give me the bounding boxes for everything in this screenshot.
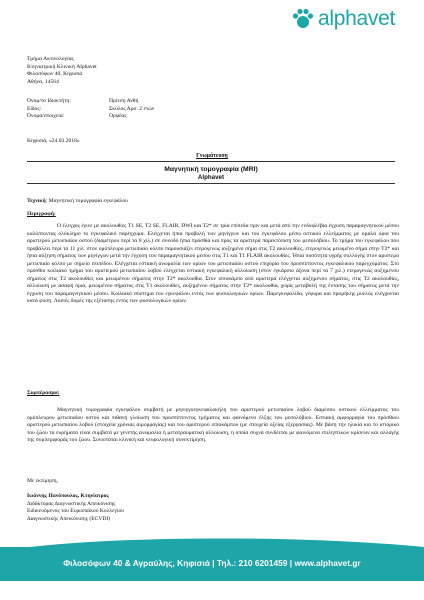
- footer-contact: Φιλοσόφων 40 & Αγραύλης, Κηφισιά | Τηλ.: 210 6201459 | www.alphavet.gr: [63, 558, 361, 568]
- patient-info: [27, 98, 154, 121]
- technique-line: [27, 198, 128, 206]
- report-title-box: [27, 161, 395, 184]
- signature-block: [27, 493, 124, 523]
- clinic-address: [27, 56, 97, 86]
- animal-name-value: Ορφέας: [109, 113, 127, 120]
- clinic-line: Τμήμα Ακτινολογίας: [27, 56, 74, 62]
- report-title: Μαγνητική τομογραφία (MRI): [164, 166, 258, 173]
- species-row: [27, 106, 154, 114]
- technique-value: : Μαγνητική τομογραφία εγκεφάλου: [45, 198, 128, 204]
- conclusion-heading-text: Συμπέρασμα: [27, 390, 58, 396]
- clinic-line: Κτηνιατρική Κλινική Alphavet: [27, 63, 97, 70]
- conclusion-heading: Συμπέρασμα:: [27, 390, 60, 396]
- report-date: Κηφισιά, «24.03.2018»: [27, 138, 80, 144]
- technique-label: Τεχνική: [27, 198, 46, 204]
- clinic-line: Φιλοσόφων 40, Κηφισιά: [27, 71, 83, 78]
- species-label: Είδος:: [27, 105, 42, 112]
- signature-line: Διαγνωστικής Απεικόνισης (ECVDI): [27, 515, 111, 522]
- owner-label: Όνομ/το Ιδιοκτήτη:: [27, 98, 71, 104]
- owner-row: [27, 98, 154, 106]
- description-text: Ο έλεγχος έγινε με ακολουθίες T1 SE, T2 SE, FLAIR, DWI και T2* σε τρία επίπεδα πριν και μετά από την ενδοφλέβια έγχυση παραμαγνητικού μέσου καλύπτοντας ολόκληρο το εγκεφαλικό παρέγχυμα. Ελέγχεται ήπια προβολή των μηνίγγων και του εγκεφάλου μέσω οστικού ελλείμματος με ομαλά όρια του αριστερού μετωπιαίου οστού (διαμέτρου περί τα 8 χιλ.) σε συνοδό ήπια πρόσθια και προς τα αριστερά παρεκτόπιση του μεσολόβιου. Το τμήμα του εγκεφάλου που προβάλλει περί τα 11 χιλ. στον ομόπλευρο μετωπιαίο κόλπο παρουσιάζει ετερογενώς αυξημένο σήμα στις T2 ακολουθίες, ετερογενώς μειωμένο σήμα στην T2* και ήπια αύξηση σήματος των μηνίγγων μετά την έγχυση του παραμαγνητικού μέσου στις T1 και T1 FLAIR ακολουθίες. Ήπια ποσότητα υγρής συλλογής στον αριστερό μετωπιαίο κόλπο με σημείο επιπέδου. Ελέγχεται εστιακή ανωμαλία των ορίων του μετωπιαίου οστού επιχόρια του προσπίπτοντος εγκεφαλικού παρεγχύματος. Στο πρόσθιο κοιλιακό τμήμα του αριστερού μετωπιαίου λοβού ελέγχεται εστιακή εγκεφαλική αλλοίωση (στον εγκάρσιο άξονα περί τα 7 χιλ.) ετερογενώς αυξημένου σήματος στις T2 ακολουθίες και μειωμένου σήματος στην T2* ακολουθία. Στον ιπποκάμπο από αριστερά ελέγχεται αυξημένου σήματος, στις T2 ακολουθίες, αλλοίωση με ασαφή όρια, μειωμένου σήματος στις T1 ακολουθίες, αυξημένου σήματος στην T2* ακολουθία, χωρίς μεταβολή της έντασης του σήματος μετά την έγχυση του παραμαγνητικού μέσου. Κοιλιακό σύστημα του εγκεφάλου εντός των φυσιολογικών ορίων. Παρεγκεφαλίδα, γέφυρα και προμήκης μυελός ελέγχονται κατά φύση. Λοιπές δομές της εξέτασης εντός των φυσιολογικών ορίων.: [27, 223, 399, 305]
- alphavet-logo: [290, 6, 410, 32]
- description-heading: Περιγραφή:: [27, 211, 56, 217]
- logo-text: alphavet: [318, 7, 395, 30]
- signature-name: Ιωάννης Πανόπουλος, Κτηνίατρος: [27, 493, 109, 499]
- species-value: Σκύλος Αρσ. 2 ετών: [109, 105, 155, 112]
- animal-name-label: Όνομα/στοιχεία:: [27, 113, 65, 120]
- paw-icon: [290, 6, 316, 32]
- description-heading-text: Περιγραφή: [27, 211, 54, 217]
- animal-name-row: [27, 113, 154, 121]
- report-subtitle: Alphavet: [197, 174, 225, 181]
- signature-line: Διδάκτορας Διαγνωστικής Απεικόνισης: [27, 500, 116, 507]
- report-heading: Γνωμάτευση: [196, 153, 228, 159]
- clinic-line: Αθήνα, 14564: [27, 78, 59, 85]
- owner-value: Πρίτση Ανθή: [109, 98, 139, 104]
- regards: Με εκτίμηση,: [27, 478, 58, 484]
- signature-line: Ειδικευόμενος του Ευρωπαϊκού Κολλεγίου: [27, 508, 125, 515]
- conclusion-text: Μαγνητική τομογραφία εγκεφάλου συμβατή με μηνιγγοεγκεφαλοκήλη του αριστερού μετωπιαίου λοβού διαμέσου οστικού ελλείμματος του ομόπλευρου μετωπιαίου οστού και πιθανή γλοίωση του προσπίπτοντος τμήματος και φαινόμενο έλξης του μεσολόβιου. Εστιακή αμφορραγία του πρόσθιου αριστερού μετωπιαίου λοβού (στοιχεία χρόνιας αιμορραγίας) και του αριστερού ιπποκάμπου (με στοιχεία οξείας εξεργασίας). Με βάση την ηλικία και το ιστορικό του ζώου τα ευρήματα είναι συμβατά με γενετής ανωμαλία ή μετατραυματική αλλοίωση, η οποία συχνά συνδέεται με φαινόμενα επιληπτικών κρίσεων και αλλαγής της συμπεριφοράς του ζώου. Συνιστάται κλινική και νευρολογική συνεκτίμηση.: [27, 407, 399, 444]
